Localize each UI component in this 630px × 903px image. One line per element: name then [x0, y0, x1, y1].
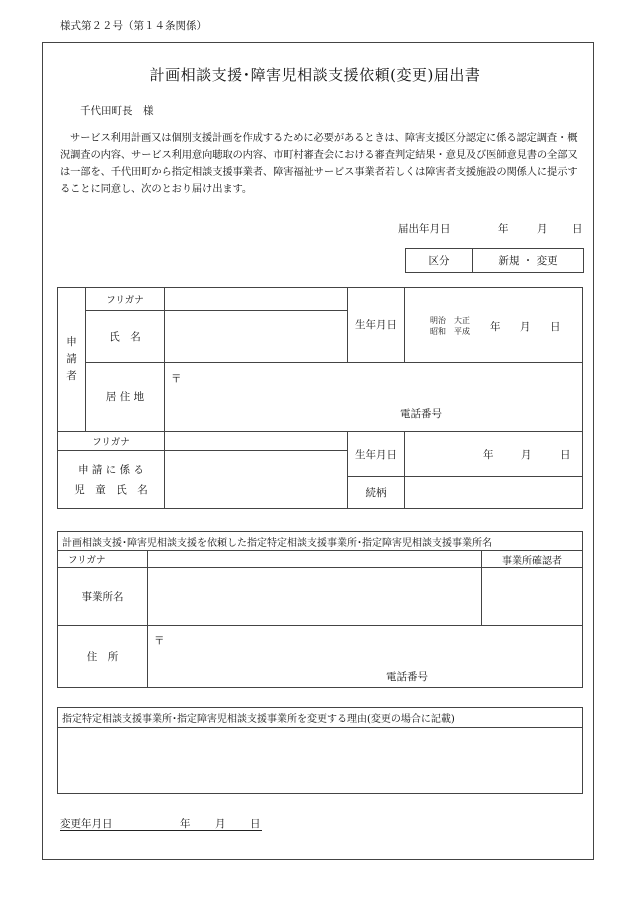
child-name-field[interactable] — [165, 451, 348, 509]
declaration-text: サービス利用計画又は個別支援計画を作成するために必要があるときは、障害支援区分認定に係る認定調査・概況調査の内容、サービス利用意向聴取の内容、市町村審査会における審査判定結果・意見及び医師意見書の全部又は一部を、千代田町から指定相談支援事業者、障害福祉サービス事業者若しくは障害者支援施設の関係人に提示することに同意し、次のとおり届け出ます。 — [60, 132, 578, 195]
child-furigana-field[interactable] — [165, 432, 348, 451]
change-date-label: 変更年月日 — [60, 818, 113, 830]
applicant-name-field[interactable] — [165, 311, 348, 362]
change-date-line[interactable] — [60, 816, 262, 831]
category-table — [405, 248, 584, 273]
addressee: 千代田町長 様 — [80, 105, 154, 117]
applicant-name-label: 氏 名 — [86, 311, 165, 362]
category-value[interactable]: 新規 ・ 変更 — [473, 249, 584, 273]
era-line-2: 昭和 平成 — [430, 326, 470, 336]
applicant-birth-field[interactable] — [405, 288, 583, 363]
applicant-address-field[interactable] — [165, 362, 583, 431]
era-line-1: 明治 大正 — [430, 315, 470, 325]
applicant-phone-label: 電話番号 — [400, 408, 442, 421]
reason-table — [57, 707, 583, 794]
filing-date-year: 年 — [498, 223, 509, 235]
change-date-day: 日 — [250, 818, 261, 830]
applicant-postal-mark: 〒 — [171, 373, 182, 386]
applicant-birth-label: 生年月日 — [348, 288, 405, 363]
office-postal-mark: 〒 — [154, 634, 165, 647]
change-date-year: 年 — [180, 818, 191, 830]
applicant-birth-year: 年 — [490, 320, 501, 333]
change-date-month: 月 — [215, 818, 226, 830]
filing-date-label: 届出年月日 — [398, 223, 451, 235]
child-birth-label: 生年月日 — [348, 432, 405, 477]
child-furigana-label: フリガナ — [58, 432, 165, 451]
form-number: 様式第２２号（第１４条関係） — [60, 20, 207, 32]
applicant-table — [57, 287, 583, 509]
child-birth-field[interactable] — [405, 432, 583, 477]
office-confirmer-field[interactable] — [482, 568, 583, 626]
office-phone-label: 電話番号 — [386, 670, 428, 683]
applicant-birth-day: 日 — [550, 320, 561, 333]
applicant-birth-month: 月 — [520, 320, 531, 333]
child-relation-field[interactable] — [405, 476, 583, 508]
child-relation-label: 続柄 — [348, 476, 405, 508]
filing-date-month: 月 — [537, 223, 548, 235]
office-furigana-label: フリガナ — [58, 551, 148, 568]
page-title: 計画相談支援･障害児相談支援依頼(変更)届出書 — [149, 66, 481, 84]
reason-field[interactable] — [58, 728, 583, 794]
child-birth-day: 日 — [560, 449, 571, 462]
child-birth-year: 年 — [483, 449, 494, 462]
office-table — [57, 531, 583, 688]
applicant-furigana-label: フリガナ — [86, 288, 165, 311]
child-name-label: 申 請 に 係 る 児 童 氏 名 — [58, 451, 165, 509]
office-confirmer-label: 事業所確認者 — [482, 551, 583, 568]
child-birth-month: 月 — [521, 449, 532, 462]
office-name-field[interactable] — [148, 568, 482, 626]
applicant-section-label: 申請者 — [58, 288, 86, 432]
office-address-field[interactable] — [148, 626, 583, 688]
reason-heading: 指定特定相談支援事業所･指定障害児相談支援事業所を変更する理由(変更の場合に記載) — [58, 708, 583, 728]
office-address-label: 住 所 — [58, 626, 148, 688]
office-furigana-field[interactable] — [148, 551, 482, 568]
applicant-furigana-field[interactable] — [165, 288, 348, 311]
office-heading: 計画相談支援･障害児相談支援を依頼した指定特定相談支援事業所･指定障害児相談支援事業所名 — [58, 532, 583, 551]
applicant-address-label: 居 住 地 — [86, 362, 165, 431]
filing-date-day: 日 — [572, 223, 583, 235]
category-label: 区分 — [406, 249, 473, 273]
office-name-label: 事業所名 — [58, 568, 148, 626]
